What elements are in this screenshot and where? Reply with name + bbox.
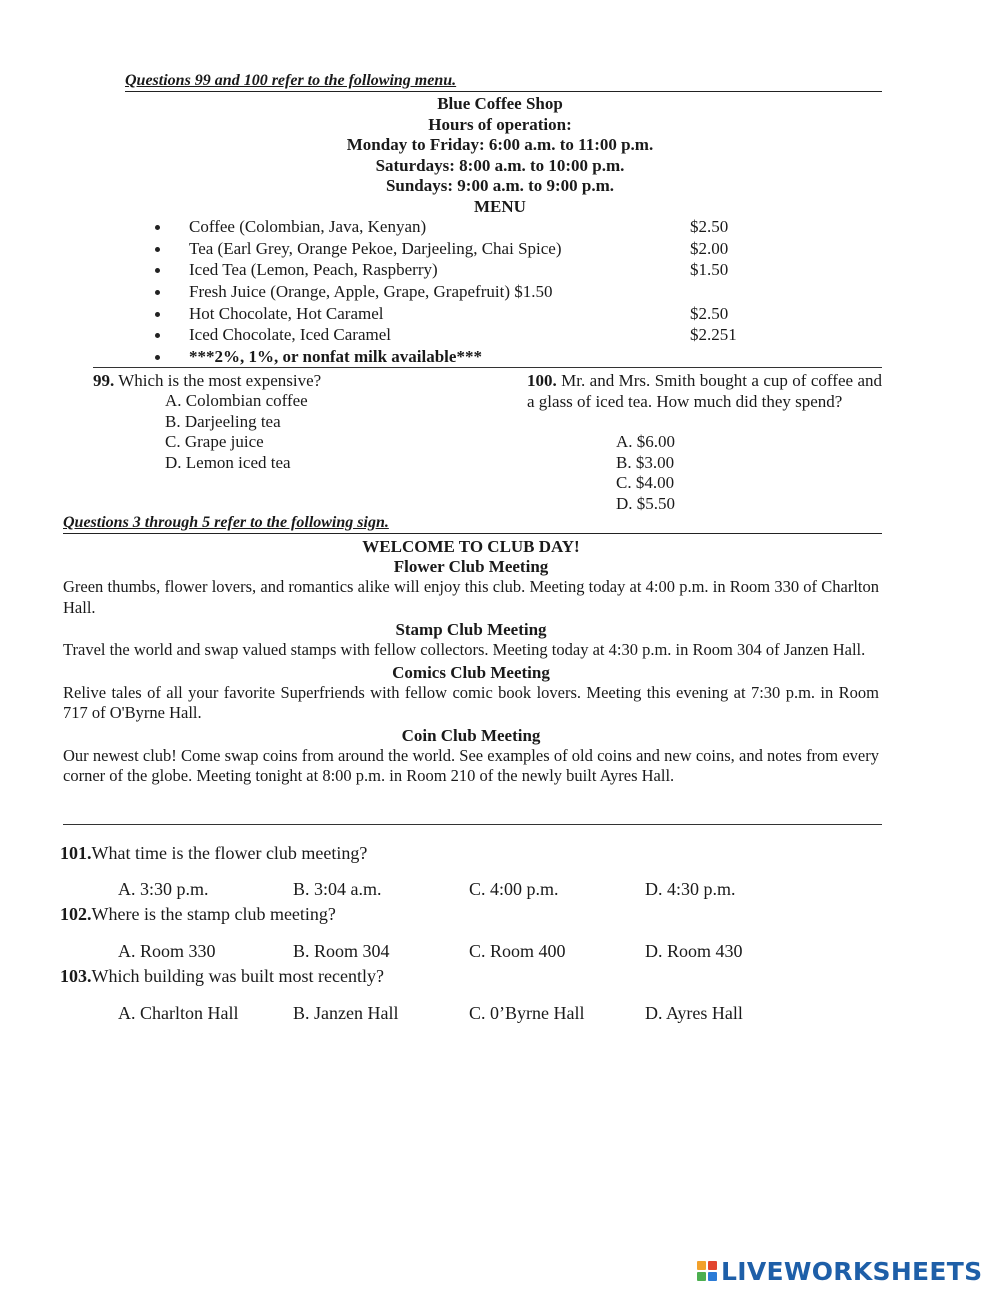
q99-option-d[interactable]: D. Lemon iced tea	[165, 453, 291, 472]
menu-item	[155, 238, 775, 260]
club-day-sign	[63, 537, 879, 787]
q99-option-a[interactable]: A. Colombian coffee	[165, 391, 308, 410]
menu-item	[155, 346, 775, 368]
menu-item-name: ***2%, 1%, or nonfat milk available***	[189, 347, 482, 367]
q102-option-a[interactable]: A. Room 330	[118, 941, 216, 961]
q101-option-c[interactable]: C. 4:00 p.m.	[469, 879, 559, 899]
club-description: Our newest club! Come swap coins from around the world. See examples of old coins and new coins, and notes from every corner of the globe. Meeting tonight at 8:00 p.m. in Room 210 of the newly built Ayres Hall.	[63, 745, 879, 785]
liveworksheets-logo[interactable]	[697, 1256, 982, 1286]
q100-option-a[interactable]: A. $6.00	[616, 432, 676, 451]
bullet-icon	[155, 312, 160, 317]
question-number: 103.	[60, 966, 92, 986]
q102-option-b[interactable]: B. Room 304	[293, 941, 390, 961]
bullet-icon	[155, 355, 160, 360]
menu-item-name: Coffee (Colombian, Java, Kenyan)	[189, 217, 427, 236]
question-number: 100.	[527, 371, 557, 390]
q101-option-d[interactable]: D. 4:30 p.m.	[645, 879, 736, 899]
menu-heading	[0, 94, 1000, 217]
menu-list	[155, 216, 775, 368]
divider	[63, 824, 882, 825]
menu-item-price: $2.50	[690, 217, 729, 236]
question-text: What time is the flower club meeting?	[91, 843, 368, 863]
menu-item	[155, 303, 775, 325]
question-number: 102.	[60, 904, 92, 924]
q102-option-d[interactable]: D. Room 430	[645, 941, 743, 961]
sign-title: WELCOME TO CLUB DAY!	[362, 537, 580, 556]
club-description: Green thumbs, flower lovers, and romantics alike will enjoy this club. Meeting today at 4:00 p.m. in Room 330 of Charlton Hall.	[63, 577, 879, 617]
liveworksheets-icon	[697, 1261, 717, 1281]
section-header-sign: Questions 3 through 5 refer to the following sign.	[63, 514, 882, 534]
logo-square-icon	[708, 1272, 717, 1281]
logo-text: LIVEWORKSHEETS	[721, 1256, 983, 1286]
hours-sunday: Sundays: 9:00 a.m. to 9:00 p.m.	[385, 176, 615, 195]
club-name: Coin Club Meeting	[401, 725, 541, 745]
hours-saturday: Saturdays: 8:00 a.m. to 10:00 p.m.	[375, 155, 625, 175]
q99-option-b[interactable]: B. Darjeeling tea	[165, 412, 281, 431]
bullet-icon	[155, 247, 160, 252]
q101-option-a[interactable]: A. 3:30 p.m.	[118, 879, 209, 899]
menu-item-price: $2.251	[690, 325, 737, 345]
q102-option-c[interactable]: C. Room 400	[469, 941, 566, 961]
question-100	[527, 371, 882, 412]
q103-option-a[interactable]: A. Charlton Hall	[118, 1003, 239, 1023]
bullet-icon	[155, 268, 160, 273]
club-name: Flower Club Meeting	[393, 557, 549, 576]
logo-square-icon	[708, 1261, 717, 1270]
question-101	[60, 843, 367, 864]
q100-option-c[interactable]: C. $4.00	[616, 473, 675, 492]
club-description: Relive tales of all your favorite Superfriends with fellow comic book lovers. Meeting this evening at 7:30 p.m. in Room 717 of O'Byrne Hall.	[63, 682, 879, 722]
q103-option-b[interactable]: B. Janzen Hall	[293, 1003, 399, 1023]
section-header-menu: Questions 99 and 100 refer to the following menu.	[125, 72, 882, 92]
menu-item-name: Tea (Earl Grey, Orange Pekoe, Darjeeling, Chai Spice)	[189, 238, 562, 258]
menu-item	[155, 259, 775, 281]
menu-item	[155, 324, 775, 346]
menu-item	[155, 216, 775, 238]
q99-option-c[interactable]: C. Grape juice	[165, 432, 264, 451]
menu-item-name: Fresh Juice (Orange, Apple, Grape, Grapefruit) $1.50	[189, 282, 553, 302]
divider	[93, 367, 882, 368]
logo-square-icon	[697, 1261, 706, 1270]
shop-name: Blue Coffee Shop	[437, 94, 563, 113]
question-103	[60, 966, 384, 987]
menu-item-price: $1.50	[690, 260, 729, 280]
bullet-icon	[155, 225, 160, 230]
question-text: Where is the stamp club meeting?	[91, 904, 336, 924]
q103-option-c[interactable]: C. 0’Byrne Hall	[469, 1003, 585, 1023]
question-text: Mr. and Mrs. Smith bought a cup of coffee and a glass of iced tea. How much did they spend?	[527, 371, 882, 411]
menu-title: MENU	[474, 196, 526, 216]
question-text: Which building was built most recently?	[91, 966, 384, 986]
bullet-icon	[155, 290, 160, 295]
menu-item-name: Iced Tea (Lemon, Peach, Raspberry)	[189, 260, 438, 280]
logo-square-icon	[697, 1272, 706, 1281]
menu-item	[155, 281, 775, 303]
question-102	[60, 904, 336, 925]
q101-option-b[interactable]: B. 3:04 a.m.	[293, 879, 382, 899]
club-name: Stamp Club Meeting	[395, 620, 547, 639]
question-text: Which is the most expensive?	[118, 371, 322, 390]
q100-option-b[interactable]: B. $3.00	[616, 453, 675, 472]
club-name: Comics Club Meeting	[392, 662, 550, 682]
menu-item-name: Hot Chocolate, Hot Caramel	[189, 303, 384, 323]
hours-title: Hours of operation:	[428, 114, 572, 134]
q100-option-d[interactable]: D. $5.50	[616, 494, 676, 513]
menu-item-price: $2.50	[690, 303, 729, 323]
hours-weekday: Monday to Friday: 6:00 a.m. to 11:00 p.m.	[346, 135, 654, 154]
menu-item-name: Iced Chocolate, Iced Caramel	[189, 325, 392, 345]
question-number: 99.	[93, 371, 115, 390]
question-number: 101.	[60, 843, 92, 863]
bullet-icon	[155, 333, 160, 338]
question-99	[93, 371, 321, 392]
menu-item-price: $2.00	[690, 238, 729, 258]
q103-option-d[interactable]: D. Ayres Hall	[645, 1003, 743, 1023]
club-description: Travel the world and swap valued stamps with fellow collectors. Meeting today at 4:30 p.m. in Room 304 of Janzen Hall.	[63, 640, 866, 659]
